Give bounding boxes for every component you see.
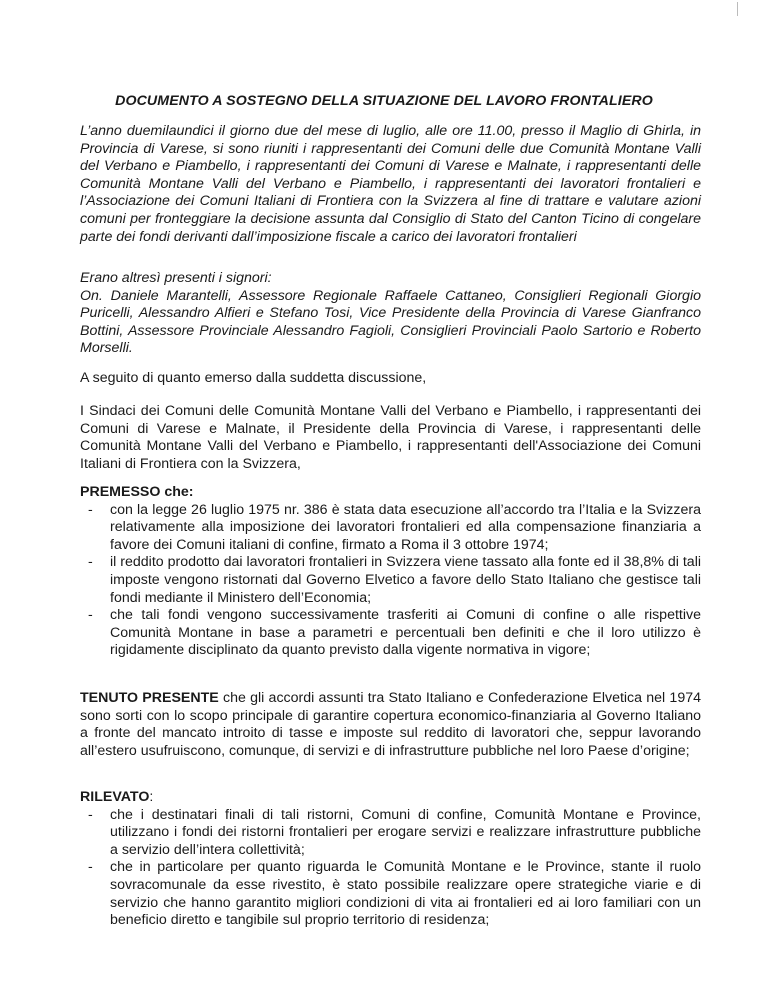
list-item: - che tali fondi vengono successivamente trasferiti ai Comuni di confine o alle rispettive Comunità Montane in base a parametri e percentuali ben definiti e che il loro utilizzo è rigidamente disciplinato da quanto previsto dalla vigente normativa in vigore; bbox=[80, 607, 701, 660]
rilevato-heading bbox=[80, 789, 701, 807]
list-item: - che in particolare per quanto riguarda le Comunità Montane e le Province, stante il ruolo sovracomunale da esse rivestito, è stato possibile realizzare opere strategiche viarie e di servizio che hanno garantito migliori condizioni di vita ai frontalieri ed ai loro familiari con un beneficio diretto e tangibile sul proprio territorio di residenza; bbox=[80, 859, 701, 929]
present-list: On. Daniele Marantelli, Assessore Regionale Raffaele Cattaneo, Consiglieri Regionali Giorgio Puricelli, Alessandro Alfieri e Stefano Tosi, Vice Presidente della Provincia di Varese Gianfranco Bottini, Assessore Provinciale Alessandro Fagioli, Consiglieri Provinciali Paolo Sartorio e Roberto Morselli. bbox=[80, 287, 701, 357]
signatories-paragraph: I Sindaci dei Comuni delle Comunità Montane Valli del Verbano e Piambello, i rappresentanti dei Comuni di Varese e Malnate, il Presidente della Provincia di Varese, i rappresentanti delle Comunità Montane Valli del Verbano e Piambello, i rappresentanti dell'Associazione dei Comuni Italiani di Frontiera con la Svizzera, bbox=[80, 403, 701, 472]
premesso-section bbox=[80, 484, 701, 660]
present-heading: Erano altresì presenti i signori: bbox=[80, 270, 272, 286]
premesso-label: PREMESSO bbox=[80, 484, 161, 500]
scan-mark bbox=[737, 2, 738, 16]
list-item: - che i destinatari finali di tali ristorni, Comuni di confine, Comunità Montane e Province, utilizzano i fondi dei ristorni frontalieri per erogare servizi e realizzare infrastrutture pubbliche a servizio dell’intera collettività; bbox=[80, 807, 701, 860]
rilevato-list bbox=[80, 807, 701, 930]
rilevato-label: RILEVATO bbox=[80, 789, 150, 805]
tenuto-paragraph bbox=[80, 690, 701, 760]
premesso-heading bbox=[80, 484, 701, 502]
intro-paragraph: L’anno duemilaundici il giorno due del mese di luglio, alle ore 11.00, presso il Maglio di Ghirla, in Provincia di Varese, si sono riuniti i rappresentanti dei Comuni delle due Comunità Montane Valli del Verbano e Piambello, i rappresentanti dei Comuni di Varese e Malnate, i rappresentanti delle Comunità Montane Valli del Verbano e Piambello, i rappresentanti dei lavoratori frontalieri e l’Associazione dei Comuni Italiani di Frontiera con la Svizzera al fine di trattare e valutare azioni comuni per fronteggiare la decisione assunta dal Consiglio di Stato del Canton Ticino di congelare parte dei fondi derivanti dall’imposizione fiscale a carico dei lavoratori frontalieri bbox=[80, 123, 701, 245]
premesso-suffix: che: bbox=[160, 484, 194, 500]
rilevato-section bbox=[80, 789, 701, 930]
list-item: - il reddito prodotto dai lavoratori frontalieri in Svizzera viene tassato alla fonte ed il 38,8% di tali imposte vengono ristornati dal Governo Elvetico a favore dello Stato Italiano che gestisce tali fondi mediante il Ministero dell’Economia; bbox=[80, 554, 701, 607]
rilevato-suffix: : bbox=[149, 789, 154, 805]
tenuto-label: TENUTO PRESENTE bbox=[80, 690, 219, 706]
tenuto-text: che gli accordi assunti tra Stato Italiano e Confederazione Elvetica nel 1974 sono sorti con lo scopo principale di garantire copertura economico-finanziaria al Governo Italiano a fronte del mancato introito di tasse e imposte sul reddito di lavoratori che, seppur lavorando all’estero usufruiscono, comunque, di servizi e di infrastrutture pubbliche nel loro Paese d’origine; bbox=[80, 690, 701, 759]
document-title: DOCUMENTO A SOSTEGNO DELLA SITUAZIONE DEL LAVORO FRONTALIERO bbox=[115, 93, 653, 109]
list-item: - con la legge 26 luglio 1975 nr. 386 è stata data esecuzione all’accordo tra l’Italia e la Svizzera relativamente alla imposizione dei lavoratori frontalieri ed alla compensazione finanziaria a favore dei Comuni italiani di confine, firmato a Roma il 3 ottobre 1974; bbox=[80, 502, 701, 555]
following-paragraph: A seguito di quanto emerso dalla suddetta discussione, bbox=[80, 370, 427, 386]
present-section bbox=[80, 270, 701, 358]
premesso-list bbox=[80, 502, 701, 660]
